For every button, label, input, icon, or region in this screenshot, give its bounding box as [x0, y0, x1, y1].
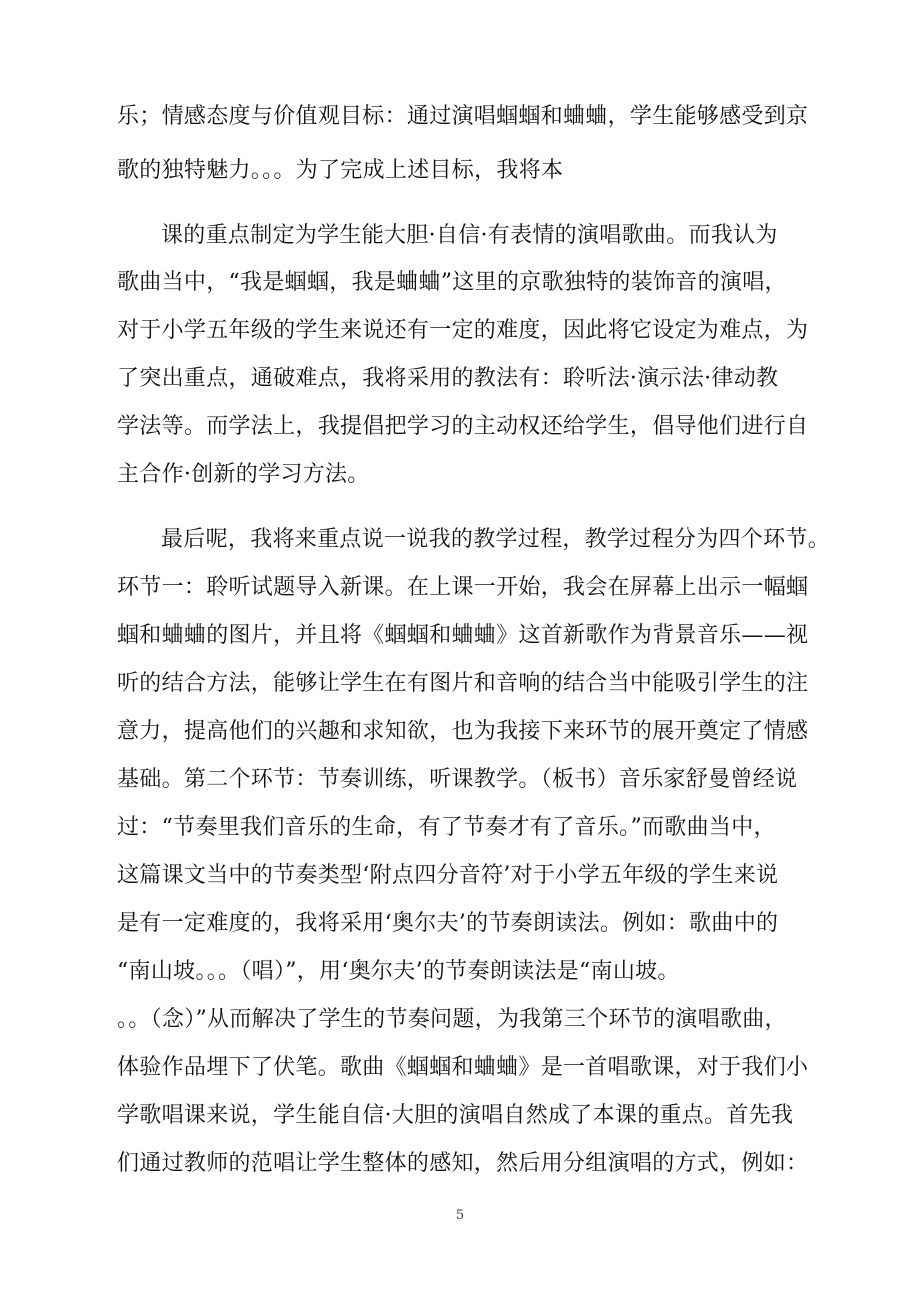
- text-line: 体验作品埋下了伏笔。歌曲《蝈蝈和蛐蛐》是一首唱歌课，对于我们小: [117, 1055, 809, 1080]
- paragraph-start-line: 最后呢，我将来重点说一说我的教学过程，教学过程分为四个环节。: [161, 527, 831, 552]
- page-number: 5: [455, 1208, 465, 1223]
- text-line: 学法等。而学法上，我提倡把学习的主动权还给学生，倡导他们进行自: [117, 414, 809, 439]
- text-line: 歌的独特魅力。。。为了完成上述目标，我将本: [117, 158, 564, 183]
- text-line: 歌曲当中，“我是蝈蝈，我是蛐蛐”这里的京歌独特的装饰音的演唱，: [117, 270, 787, 295]
- text-line: 这篇课文当中的节奏类型‘附点四分音符’对于小学五年级的学生来说: [117, 863, 779, 888]
- text-line: “南山坡。。。（唱）”，用‘奥尔夫’的节奏朗读法是“南山坡。: [117, 959, 680, 984]
- text-line: 。。（念）”从而解决了学生的节奏问题，为我第三个环节的演唱歌曲，: [117, 1007, 787, 1032]
- text-line: 主合作·创新的学习方法。: [117, 462, 370, 487]
- text-line: 蝈和蛐蛐的图片，并且将《蝈蝈和蛐蛐》这首新歌作为背景音乐——视: [117, 623, 809, 648]
- text-line: 们通过教师的范唱让学生整体的感知，然后用分组演唱的方式，例如：: [117, 1151, 809, 1176]
- text-line: 意力，提高他们的兴趣和求知欲，也为我接下来环节的展开奠定了情感: [117, 719, 809, 744]
- text-line: 过：“节奏里我们音乐的生命，有了节奏才有了音乐。”而歌曲当中，: [117, 815, 776, 840]
- text-line: 基础。第二个环节：节奏训练，听课教学。（板书）音乐家舒曼曾经说: [117, 767, 798, 792]
- text-line: 环节一：聆听试题导入新课。在上课一开始，我会在屏幕上出示一幅蝈: [117, 575, 809, 600]
- text-line: 了突出重点，通破难点，我将采用的教法有：聆听法·演示法·律动教: [117, 366, 779, 391]
- text-line: 听的结合方法，能够让学生在有图片和音响的结合当中能吸引学生的注: [117, 671, 809, 696]
- text-line: 是有一定难度的，我将采用‘奥尔夫’的节奏朗读法。例如：歌曲中的: [117, 911, 779, 936]
- text-line: 乐；情感态度与价值观目标：通过演唱蝈蝈和蛐蛐，学生能够感受到京: [117, 104, 809, 129]
- text-line: 学歌唱课来说，学生能自信·大胆的演唱自然成了本课的重点。首先我: [117, 1103, 794, 1128]
- paragraph-start-line: 课的重点制定为学生能大胆·自信·有表情的演唱歌曲。而我认为: [161, 223, 778, 248]
- text-line: 对于小学五年级的学生来说还有一定的难度，因此将它设定为难点，为: [117, 318, 809, 343]
